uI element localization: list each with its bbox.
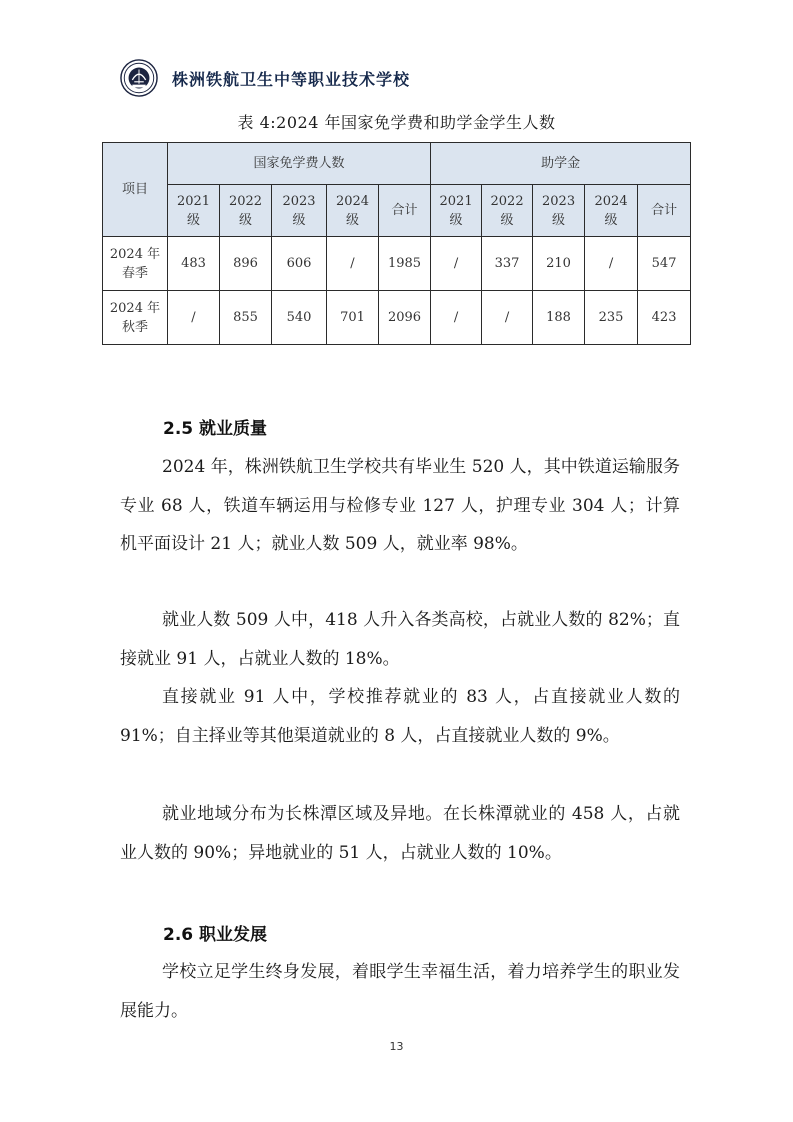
table-cell: /: [168, 291, 220, 345]
section-title-employment: 2.5 就业质量: [163, 419, 268, 439]
grade-header: 2024 级: [327, 185, 379, 237]
paragraph: 就业地域分布为长株潭区域及异地。在长株潭就业的 458 人，占就业人数的 90%；异地就业的 51 人，占就业人数的 10%。: [120, 804, 680, 863]
group-header-aid: 助学金: [431, 143, 691, 185]
table-cell: /: [482, 291, 533, 345]
table-cell: 855: [220, 291, 272, 345]
grade-header: 2023 级: [533, 185, 585, 237]
paragraph: 直接就业 91 人中，学校推荐就业的 83 人，占直接就业人数的 91%；自主择业等其他渠道就业的 8 人，占直接就业人数的 9%。: [120, 687, 680, 746]
table-cell: 188: [533, 291, 585, 345]
table-cell: 235: [585, 291, 638, 345]
paragraph: 就业人数 509 人中，418 人升入各类高校，占就业人数的 82%；直接就业 91 人，占就业人数的 18%。: [120, 610, 680, 669]
grade-header: 2021 级: [168, 185, 220, 237]
total-header: 合计: [379, 185, 431, 237]
tuition-aid-table: [102, 142, 691, 345]
total-header: 合计: [638, 185, 691, 237]
section-title-career: 2.6 职业发展: [163, 925, 268, 945]
table-cell: 547: [638, 237, 691, 291]
paragraph: 学校立足学生终身发展，着眼学生幸福生活，着力培养学生的职业发展能力。: [120, 962, 680, 1021]
table-cell: 701: [327, 291, 379, 345]
table-cell: 1985: [379, 237, 431, 291]
item-header: 项目: [103, 143, 168, 237]
table-row: [103, 291, 691, 345]
group-header-tuition: 国家免学费人数: [168, 143, 431, 185]
table-caption: 表 4:2024 年国家免学费和助学金学生人数: [237, 113, 556, 132]
table-cell: 540: [272, 291, 327, 345]
row-label: 2024 年 秋季: [103, 291, 168, 345]
grade-header: 2021 级: [431, 185, 482, 237]
table-cell: 896: [220, 237, 272, 291]
page-number: 13: [389, 1040, 404, 1053]
grade-header: 2023 级: [272, 185, 327, 237]
table-cell: 606: [272, 237, 327, 291]
table-cell: /: [585, 237, 638, 291]
school-emblem-icon: [120, 59, 158, 97]
page-header: [120, 58, 410, 98]
table-cell: 210: [533, 237, 585, 291]
school-name: 株洲铁航卫生中等职业技术学校: [172, 69, 411, 89]
table-cell: /: [431, 237, 482, 291]
paragraph: 2024 年，株洲铁航卫生学校共有毕业生 520 人，其中铁道运输服务专业 68 人，铁道车辆运用与检修专业 127 人，护理专业 304 人；计算机平面设计 21 人；就业人数 509 人，就业率 98%。: [120, 457, 680, 554]
grade-header: 2024 级: [585, 185, 638, 237]
table-row: [103, 237, 691, 291]
row-label: 2024 年 春季: [103, 237, 168, 291]
table-cell: 423: [638, 291, 691, 345]
grade-header: 2022 级: [220, 185, 272, 237]
table-cell: 337: [482, 237, 533, 291]
grade-header: 2022 级: [482, 185, 533, 237]
table-cell: 483: [168, 237, 220, 291]
table-cell: 2096: [379, 291, 431, 345]
table-cell: /: [327, 237, 379, 291]
table-cell: /: [431, 291, 482, 345]
